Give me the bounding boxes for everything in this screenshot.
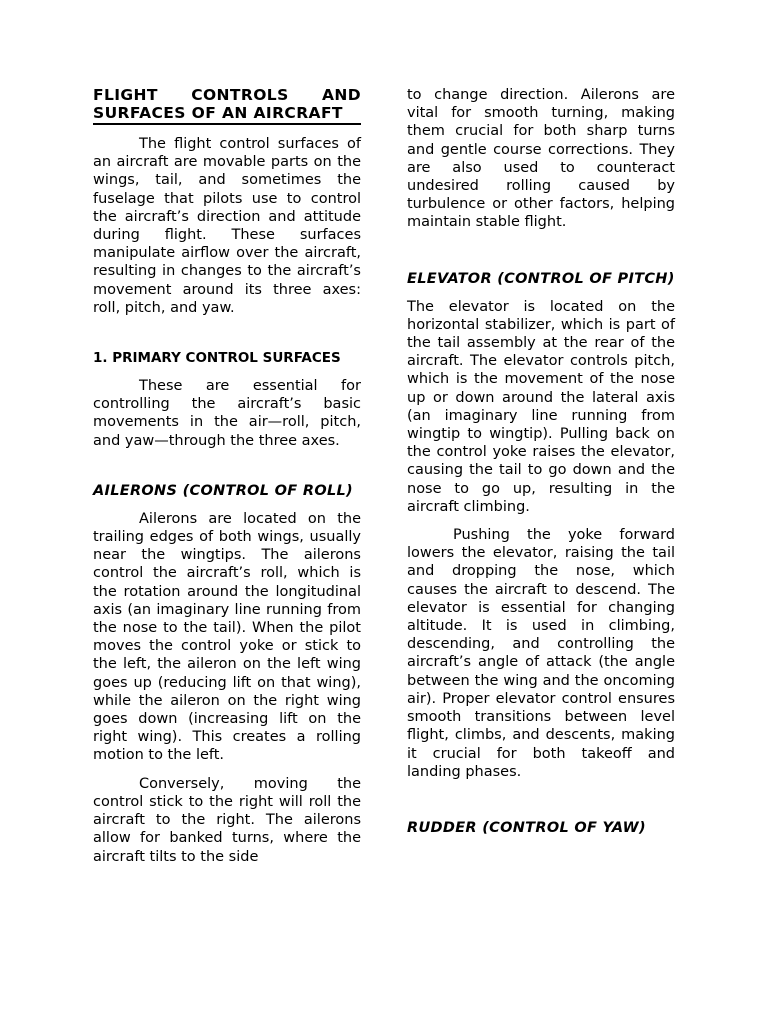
elevator-paragraph-1: The elevator is located on the horizontal stabilizer, which is part of the tail assembly at the rear of the aircraft. The elevator controls pitch, which is the movement of the nose up or down around the lateral axis (an imaginary line running from wingtip to wingtip). Pulling back on the control yoke raises the elevator, causing the tail to go down and the nose to go up, resulting in the aircraft climbing. xyxy=(407,298,675,515)
ailerons-paragraph-2-continued: to change direction. Ailerons are vital for smooth turning, making them crucial for both sharp turns and gentle course corrections. They are also used to counteract undesired rolling caused by turbulence or other factors, helping maintain stable flight. xyxy=(407,87,675,231)
primary-surfaces-heading: 1. PRIMARY CONTROL SURFACES xyxy=(93,350,341,367)
ailerons-paragraph-1: Ailerons are located on the trailing edges of both wings, usually near the wingtips. The ailerons control the aircraft’s roll, which is the rotation around the longitudinal axis (an imaginary line running from the nose to the tail). When the pilot moves the control yoke or stick to the left, the aileron on the left wing goes up (reducing lift on that wing), while the aileron on the right wing goes down (increasing lift on the right wing). This creates a rolling motion to the left. xyxy=(93,510,361,764)
primary-surfaces-paragraph: These are essential for controlling the aircraft’s basic movements in the air—roll, pitch, and yaw—through the three axes. xyxy=(93,378,361,449)
title-line-2: SURFACES OF AN AIRCRAFT xyxy=(93,104,361,125)
left-column xyxy=(93,86,361,876)
ailerons-heading: AILERONS (CONTROL OF ROLL) xyxy=(93,482,353,499)
intro-paragraph: The flight control surfaces of an aircraft are movable parts on the wings, tail, and sometimes the fuselage that pilots use to control the aircraft’s direction and attitude during flight. These surfaces manipulate airflow over the aircraft, resulting in changes to the aircraft’s movement around its three axes: roll, pitch, and yaw. xyxy=(93,136,361,316)
elevator-paragraph-2: Pushing the yoke forward lowers the elevator, raising the tail and dropping the nose, which causes the aircraft to descend. The elevator is essential for changing altitude. It is used in climbing, descending, and controlling the aircraft’s angle of attack (the angle between the wing and the oncoming air). Proper elevator control ensures smooth transitions between level flight, climbs, and descents, making it crucial for both takeoff and landing phases. xyxy=(407,527,675,780)
ailerons-paragraph-2: Conversely, moving the control stick to the right will roll the aircraft to the right. The ailerons allow for banked turns, where the aircraft tilts to the side xyxy=(93,775,361,865)
title-line-1: FLIGHT CONTROLS AND xyxy=(93,86,361,104)
rudder-heading: RUDDER (CONTROL OF YAW) xyxy=(407,819,646,836)
right-column xyxy=(407,86,675,847)
elevator-heading: ELEVATOR (CONTROL OF PITCH) xyxy=(407,270,675,287)
document-title xyxy=(93,86,361,125)
